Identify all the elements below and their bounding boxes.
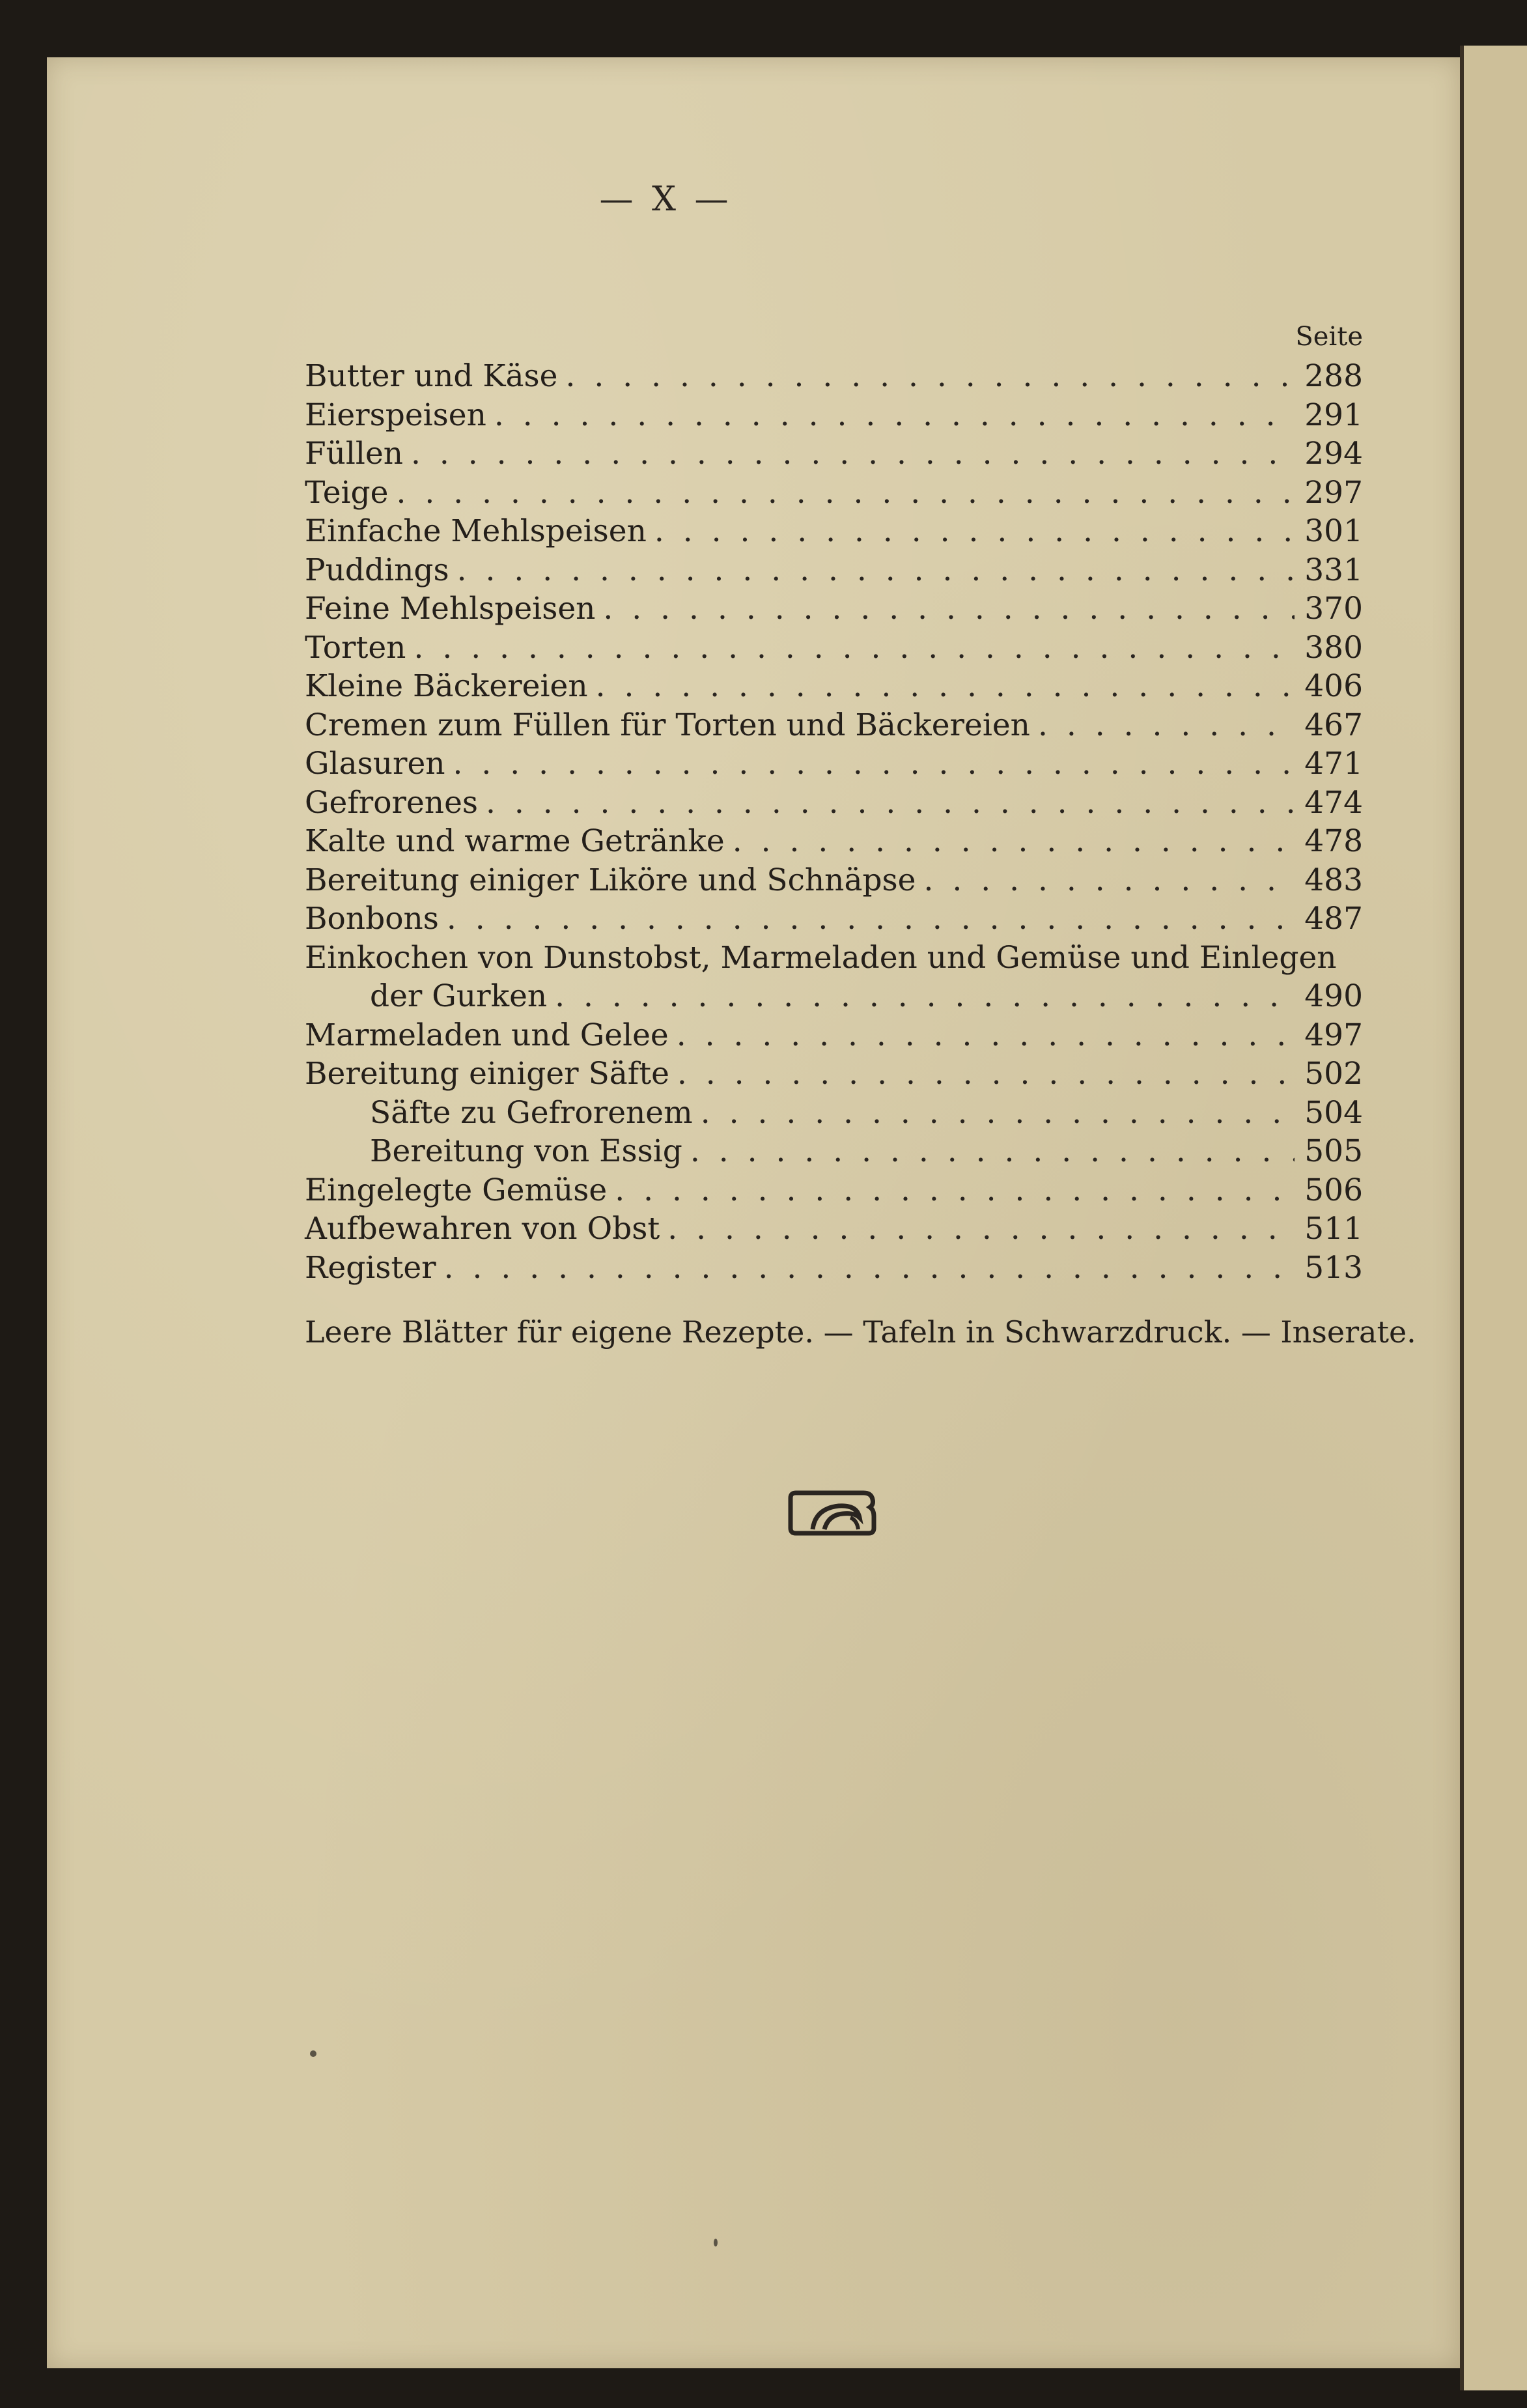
dot-leader: [660, 1210, 1295, 1249]
dot-leader: [445, 744, 1295, 784]
toc-row: [305, 667, 1363, 706]
toc-entry-title: Feine Mehlspeisen: [305, 591, 596, 627]
toc-entry-title: der Gurken: [370, 978, 548, 1014]
dot-leader: [916, 861, 1295, 900]
toc-entry-title: Butter und Käse: [305, 358, 558, 394]
adjacent-page-edge: [1460, 46, 1527, 2390]
table-of-contents: [305, 317, 1363, 1287]
toc-row: [305, 1171, 1363, 1210]
toc-row: [305, 822, 1363, 861]
toc-row: [305, 474, 1363, 513]
toc-entry-page: 380: [1304, 629, 1363, 666]
toc-entry-page: 467: [1304, 707, 1363, 743]
paper-speck: [310, 2050, 316, 2057]
toc-row: [305, 589, 1363, 629]
toc-row: [305, 629, 1363, 668]
toc-entries: [305, 357, 1363, 1287]
toc-entry-title: Eingelegte Gemüse: [305, 1172, 608, 1208]
dot-leader: [647, 512, 1295, 551]
footer-note: Leere Blätter für eigene Rezepte. — Tafeln in Schwarzdruck. — Inserate.: [305, 1314, 1416, 1350]
toc-row: [305, 1094, 1363, 1133]
toc-row: [305, 357, 1363, 396]
toc-entry-page: 370: [1304, 591, 1363, 627]
toc-entry-page: 331: [1304, 552, 1363, 588]
dot-leader: [595, 589, 1295, 629]
toc-entry-page: 288: [1304, 358, 1363, 394]
dot-leader: [406, 629, 1295, 668]
toc-entry-page: 511: [1304, 1211, 1363, 1247]
toc-entry-title: Puddings: [305, 552, 449, 588]
toc-entry-title: Gefrorenes: [305, 784, 479, 821]
dot-leader: [669, 1016, 1295, 1055]
toc-entry-title: Aufbewahren von Obst: [305, 1211, 660, 1247]
toc-entry-title: Cremen zum Füllen für Torten und Bäckereien: [305, 707, 1030, 743]
toc-entry-page: 513: [1304, 1249, 1363, 1286]
toc-row: [305, 1055, 1363, 1094]
toc-row: [305, 861, 1363, 900]
toc-entry-page: 506: [1304, 1172, 1363, 1208]
dot-leader: [436, 1249, 1295, 1288]
dot-leader: [449, 551, 1295, 590]
toc-entry-page: 487: [1304, 901, 1363, 937]
toc-entry-title: Teige: [305, 474, 389, 511]
toc-entry-title: Bereitung von Essig: [370, 1133, 682, 1169]
page-folio: — X —: [599, 180, 733, 219]
toc-row: [305, 434, 1363, 474]
toc-entry-page: 406: [1304, 668, 1363, 704]
dot-leader: [388, 474, 1295, 513]
toc-entry-title: Eierspeisen: [305, 397, 486, 433]
toc-entry-page: 474: [1304, 784, 1363, 821]
toc-row: [305, 977, 1363, 1016]
toc-row: [305, 706, 1363, 745]
toc-row: [305, 784, 1363, 823]
toc-entry-title: Säfte zu Gefrorenem: [370, 1094, 693, 1131]
dot-leader: [557, 357, 1295, 396]
dot-leader: [1030, 706, 1295, 745]
toc-entry-page: 504: [1304, 1094, 1363, 1131]
toc-entry-title: Bereitung einiger Liköre und Schnäpse: [305, 862, 916, 898]
dot-leader: [486, 396, 1295, 435]
toc-entry-title: Füllen: [305, 436, 404, 472]
toc-entry-title: Torten: [305, 629, 406, 666]
toc-entry-page: 505: [1304, 1133, 1363, 1169]
toc-row: [305, 1132, 1363, 1171]
toc-entry-title: Einkochen von Dunstobst, Marmeladen und Gemüse und Einlegen: [305, 939, 1337, 976]
toc-entry-page: 297: [1304, 474, 1363, 511]
toc-entry-page: 291: [1304, 397, 1363, 433]
toc-row: [305, 551, 1363, 590]
toc-entry-title: Bonbons: [305, 901, 439, 937]
dot-leader: [403, 434, 1295, 474]
toc-entry-page: 483: [1304, 862, 1363, 898]
toc-entry-page: 301: [1304, 513, 1363, 549]
dot-leader: [725, 822, 1295, 861]
toc-entry-title: Kalte und warme Getränke: [305, 823, 725, 859]
toc-row: [305, 899, 1363, 939]
toc-entry-title: Kleine Bäckereien: [305, 668, 588, 704]
toc-entry-page: 497: [1304, 1017, 1363, 1053]
toc-entry-page: 294: [1304, 436, 1363, 472]
toc-row: [305, 1249, 1363, 1288]
toc-row: [305, 1210, 1363, 1249]
page-column-header: Seite: [1295, 322, 1363, 352]
toc-entry-page: 490: [1304, 978, 1363, 1014]
toc-row: [305, 939, 1363, 978]
toc-row: [305, 512, 1363, 551]
toc-entry-page: 502: [1304, 1056, 1363, 1092]
toc-row: [305, 744, 1363, 784]
dot-leader: [547, 977, 1295, 1016]
toc-entry-page: 478: [1304, 823, 1363, 859]
toc-entry-title: Marmeladen und Gelee: [305, 1017, 669, 1053]
dot-leader: [607, 1171, 1295, 1210]
toc-entry-title: Einfache Mehlspeisen: [305, 513, 647, 549]
dot-leader: [478, 784, 1295, 823]
dot-leader: [682, 1132, 1295, 1171]
toc-entry-title: Bereitung einiger Säfte: [305, 1056, 669, 1092]
toc-row: [305, 1016, 1363, 1055]
toc-entry-title: Glasuren: [305, 746, 445, 782]
toc-row: [305, 396, 1363, 435]
dot-leader: [588, 667, 1295, 706]
dot-leader: [693, 1094, 1295, 1133]
toc-entry-page: 471: [1304, 746, 1363, 782]
toc-entry-title: Register: [305, 1249, 436, 1286]
dot-leader: [669, 1055, 1295, 1094]
dot-leader: [439, 899, 1295, 939]
paper-speck: [714, 2239, 718, 2246]
ornament-icon: [787, 1489, 878, 1537]
